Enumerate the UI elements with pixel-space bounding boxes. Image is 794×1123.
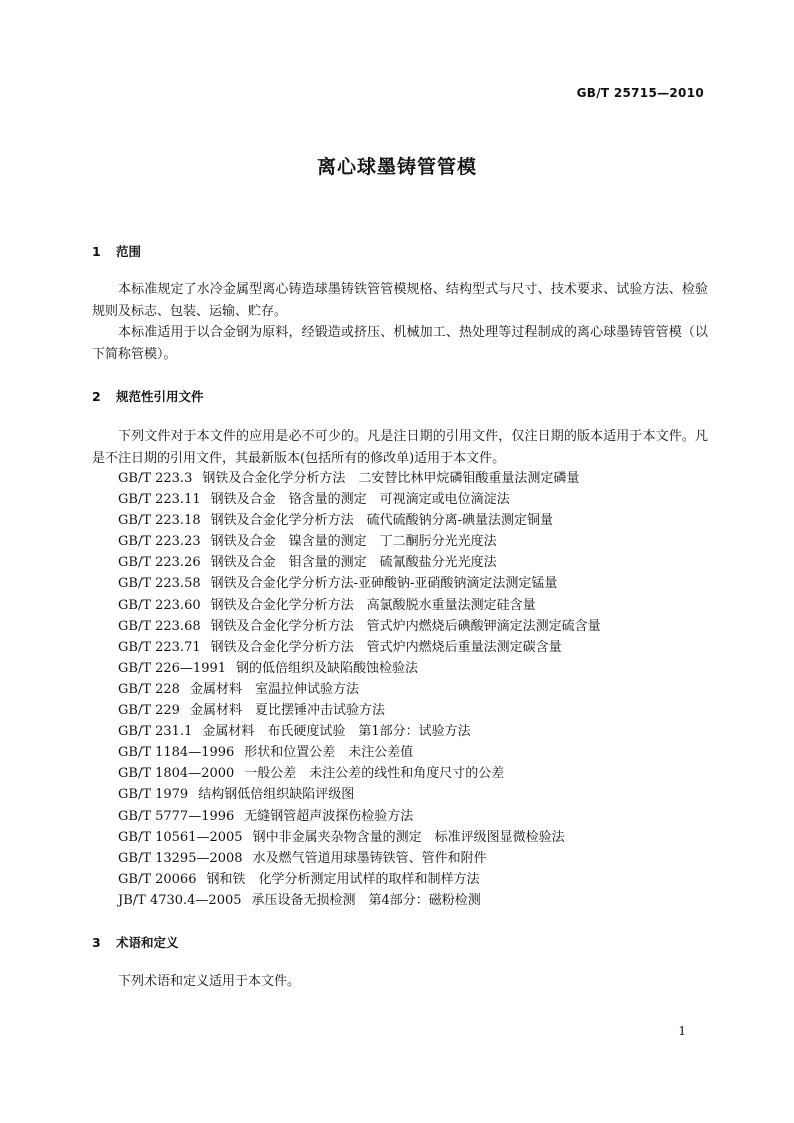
section-title: 术语和定义 bbox=[116, 935, 179, 950]
reference-code: GB/T 223.60 bbox=[118, 597, 201, 613]
reference-item bbox=[118, 784, 601, 805]
reference-code: GB/T 1979 bbox=[118, 787, 189, 803]
reference-title: 钢铁及合金化学分析方法 二安替比林甲烷磷钼酸重量法测定磷量 bbox=[202, 471, 580, 486]
reference-code: JB/T 4730.4—2005 bbox=[118, 892, 242, 908]
reference-title: 钢铁及合金化学分析方法 管式炉内燃烧后碘酸钾滴定法测定硫含量 bbox=[210, 618, 601, 634]
reference-title: 一般公差 未注公差的线性和角度尺寸的公差 bbox=[244, 766, 505, 782]
reference-code: GB/T 13295—2008 bbox=[118, 850, 243, 866]
reference-item bbox=[118, 848, 601, 869]
reference-code: GB/T 223.18 bbox=[118, 513, 201, 529]
reference-code: GB/T 223.26 bbox=[118, 555, 201, 571]
section-number: 2 bbox=[92, 389, 101, 404]
reference-item bbox=[118, 679, 601, 700]
reference-item bbox=[118, 742, 601, 763]
section-title: 规范性引用文件 bbox=[116, 389, 204, 404]
section-1-paragraph-2: 本标准适用于以合金钢为原料，经锻造或挤压、机械加工、热处理等过程制成的离心球墨铸管管模（以下简称管模）。 bbox=[92, 325, 708, 362]
reference-code: GB/T 223.71 bbox=[118, 639, 201, 655]
reference-code: GB/T 223.58 bbox=[118, 576, 201, 592]
reference-code: GB/T 20066 bbox=[118, 871, 197, 887]
reference-list bbox=[118, 468, 601, 911]
reference-code: GB/T 226—1991 bbox=[118, 660, 227, 676]
section-1-heading bbox=[92, 242, 141, 260]
reference-item bbox=[118, 869, 601, 890]
reference-code: GB/T 10561—2005 bbox=[118, 829, 243, 845]
section-2-heading bbox=[92, 387, 204, 405]
reference-item bbox=[118, 510, 601, 531]
reference-title: 钢铁及合金 镍含量的测定 丁二酮肟分光光度法 bbox=[210, 534, 497, 550]
reference-title: 金属材料 布氏硬度试验 第1部分：试验方法 bbox=[202, 724, 471, 740]
reference-item bbox=[118, 468, 601, 489]
reference-title: 钢铁及合金化学分析方法 硫代硫酸钠分离-碘量法测定铜量 bbox=[210, 513, 554, 529]
reference-title: 钢铁及合金 钼含量的测定 硫氰酸盐分光光度法 bbox=[210, 555, 497, 571]
reference-item bbox=[118, 890, 601, 911]
section-title: 范围 bbox=[116, 244, 142, 259]
reference-title: 钢中非金属夹杂物含量的测定 标准评级图显微检验法 bbox=[252, 829, 565, 845]
reference-title: 无缝钢管超声波探伤检验方法 bbox=[244, 808, 414, 824]
page-number: 1 bbox=[678, 1024, 686, 1038]
reference-item bbox=[118, 489, 601, 510]
reference-title: 金属材料 夏比摆锤冲击试验方法 bbox=[189, 703, 385, 719]
section-1-paragraph-1: 本标准规定了水冷金属型离心铸造球墨铸铁管管模规格、结构型式与尺寸、技术要求、试验方法、检验规则及标志、包装、运输、贮存。 bbox=[92, 282, 708, 319]
reference-title: 钢铁及合金 铬含量的测定 可视滴定或电位滴淀法 bbox=[210, 492, 510, 508]
reference-code: GB/T 223.68 bbox=[118, 618, 201, 634]
reference-code: GB/T 228 bbox=[118, 681, 180, 697]
section-3-intro: 下列术语和定义适用于本文件。 bbox=[118, 974, 301, 989]
reference-title: 钢铁及合金化学分析方法 高氯酸脱水重量法测定硅含量 bbox=[210, 597, 536, 613]
reference-item bbox=[118, 552, 601, 573]
reference-item bbox=[118, 616, 601, 637]
reference-item bbox=[118, 531, 601, 552]
section-number: 1 bbox=[92, 244, 101, 259]
reference-item bbox=[118, 637, 601, 658]
reference-title: 水及燃气管道用球墨铸铁管、管件和附件 bbox=[252, 850, 487, 866]
reference-item bbox=[118, 595, 601, 616]
reference-title: 形状和位置公差 未注公差值 bbox=[244, 745, 414, 761]
reference-item bbox=[118, 721, 601, 742]
reference-item bbox=[118, 658, 601, 679]
section-2-intro: 下列文件对于本文件的应用是必不可少的。凡是注日期的引用文件，仅注日期的版本适用于本文件。凡是不注日期的引用文件，其最新版本(包括所有的修改单)适用于本文件。 bbox=[92, 429, 708, 466]
reference-title: 钢铁及合金化学分析方法 管式炉内燃烧后重量法测定碳含量 bbox=[210, 639, 562, 655]
reference-item bbox=[118, 827, 601, 848]
section-number: 3 bbox=[92, 935, 101, 950]
reference-item bbox=[118, 573, 601, 594]
reference-code: GB/T 1184—1996 bbox=[118, 745, 235, 761]
reference-title: 结构钢低倍组织缺陷评级图 bbox=[198, 787, 355, 803]
reference-item bbox=[118, 806, 601, 827]
section-3-heading bbox=[92, 933, 179, 951]
reference-code: GB/T 223.23 bbox=[118, 534, 201, 550]
reference-code: GB/T 1804—2000 bbox=[118, 766, 235, 782]
reference-title: 金属材料 室温拉伸试验方法 bbox=[189, 681, 359, 697]
reference-code: GB/T 223.3 bbox=[118, 471, 193, 486]
reference-code: GB/T 5777—1996 bbox=[118, 808, 235, 824]
reference-code: GB/T 223.11 bbox=[118, 492, 201, 508]
reference-item bbox=[118, 763, 601, 784]
reference-code: GB/T 229 bbox=[118, 703, 180, 719]
reference-title: 承压设备无损检测 第4部分：磁粉检测 bbox=[251, 892, 481, 908]
standard-number: GB/T 25715—2010 bbox=[576, 86, 704, 100]
reference-title: 钢的低倍组织及缺陷酸蚀检验法 bbox=[236, 660, 419, 676]
reference-item bbox=[118, 700, 601, 721]
reference-title: 钢铁及合金化学分析方法-亚砷酸钠-亚硝酸钠滴定法测定锰量 bbox=[210, 576, 558, 592]
document-title: 离心球墨铸管管模 bbox=[316, 156, 477, 178]
reference-code: GB/T 231.1 bbox=[118, 724, 193, 740]
reference-title: 钢和铁 化学分析测定用试样的取样和制样方法 bbox=[206, 871, 480, 887]
